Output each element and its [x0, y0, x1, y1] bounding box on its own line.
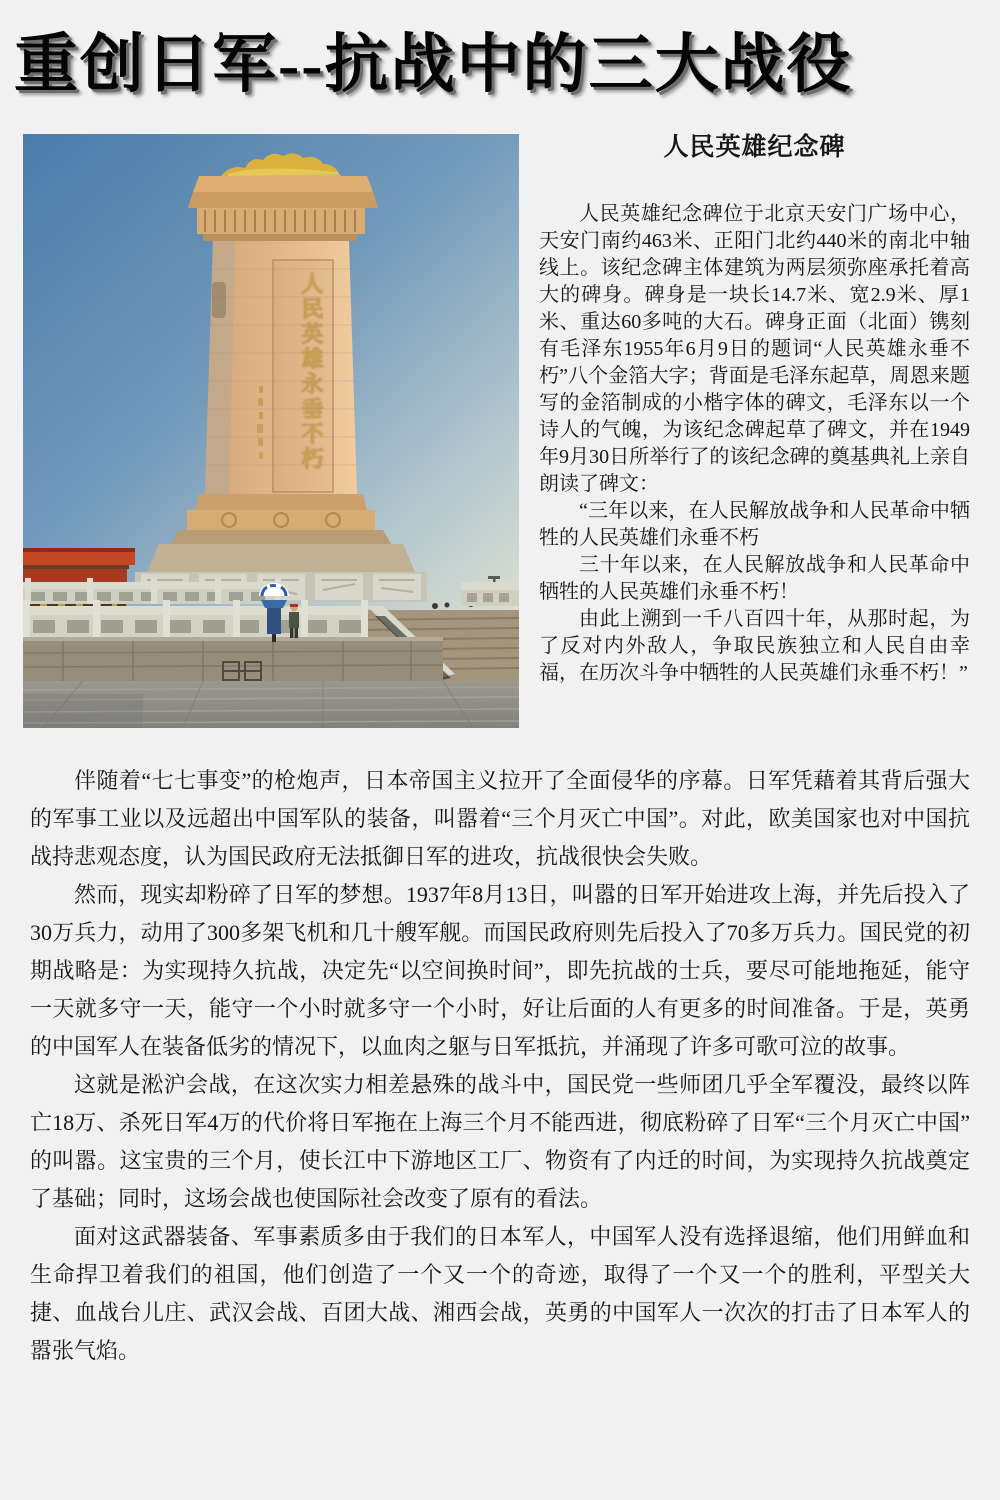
body-paragraph: 然而，现实却粉碎了日军的梦想。1937年8月13日，叫嚣的日军开始进攻上海，并先后投入了30万兵力，动用了300多架飞机和几十艘军舰。而国民政府则先后投入了70多万兵力。国民党的初期战略是：为实现持久抗战，决定先“以空间换时间”，即先抗战的士兵，要尽可能地拖延，能守一天就多守一天，能守一个小时就多守一个小时，好让后面的人有更多的时间准备。于是，英勇的中国军人在装备低劣的情况下，以血肉之躯与日军抵抗，并涌现了许多可歌可泣的故事。	[30, 882, 970, 1059]
body-paragraph: 面对这武器装备、军事素质多由于我们的日本军人，中国军人没有选择退缩，他们用鲜血和生命捍卫着我们的祖国，他们创造了一个又一个的奇迹，取得了一个又一个的胜利，平型关大捷、血战台儿庄、武汉会战、百团大战、湘西会战，英勇的中国军人一次次的打击了日本军人的嚣张气焰。	[30, 1224, 970, 1363]
side-emblem-relief	[212, 282, 226, 318]
inscription-panel	[273, 260, 333, 492]
platform-wall	[23, 637, 443, 681]
content-row	[0, 134, 1000, 728]
article-quote-line: “三年以来，在人民解放战争和人民革命中牺牲的人民英雄们永垂不朽	[539, 500, 970, 549]
article-quote-line: 三十年以来，在人民解放战争和人民革命中牺牲的人民英雄们永垂不朽！	[539, 554, 970, 603]
article-quote-line: 由此上溯到一千八百四十年，从那时起，为了反对内外敌人，争取民族独立和人民自由幸福，在历次斗争中牺牲的人民英雄们永垂不朽！”	[539, 608, 970, 684]
body-paragraph: 这就是淞沪会战，在这次实力相差悬殊的战斗中，国民党一些师团几乎全军覆没，最终以阵亡18万、杀死日军4万的代价将日军拖在上海三个月不能西进，彻底粉碎了日军“三个月灭亡中国”的叫嚣。这宝贵的三个月，使长江中下游地区工厂、物资有了内迁的时间，为实现持久抗战奠定了基础；同时，这场会战也使国际社会改变了原有的看法。	[30, 1072, 970, 1211]
article-heading: 人民英雄纪念碑	[663, 134, 846, 161]
right-balustrade	[461, 582, 519, 606]
monument-photo-art	[23, 134, 519, 728]
article-paragraph: 人民英雄纪念碑位于北京天安门广场中心，天安门南约463米、正阳门北约440米的南北中轴线上。该纪念碑主体建筑为两层须弥座承托着高大的碑身。碑身是一块长14.7米、宽2.9米、厚1米、重达60多吨的大石。碑身正面（北面）镌刻有毛泽东1955年6月9日的题词“人民英雄永垂不朽”八个金箔大字；背面是毛泽东起草，周恩来题写的金箔制成的小楷字体的碑文，毛泽东以一个诗人的气魄，为该纪念碑起草了碑文，并在1949年9月30日所举行了的该纪念碑的奠基典礼上亲自朗读了碑文：	[539, 203, 970, 495]
page-title: 重创日军--抗战中的三大战役	[14, 29, 853, 100]
article-column	[539, 134, 970, 687]
main-body-text	[0, 762, 1000, 1370]
monument-photo	[23, 134, 519, 728]
red-building	[23, 548, 135, 614]
body-paragraph: 伴随着“七七事变”的枪炮声，日本帝国主义拉开了全面侵华的序幕。日军凭藉着其背后强大的军事工业以及远超出中国军队的装备，叫嚣着“三个月灭亡中国”。对此，欧美国家也对中国抗战持悲观态度，认为国民政府无法抵御日军的进攻，抗战很快会失败。	[30, 768, 970, 869]
monument-inscription: 人民英雄永垂不朽	[299, 272, 324, 472]
plaza	[23, 681, 519, 728]
